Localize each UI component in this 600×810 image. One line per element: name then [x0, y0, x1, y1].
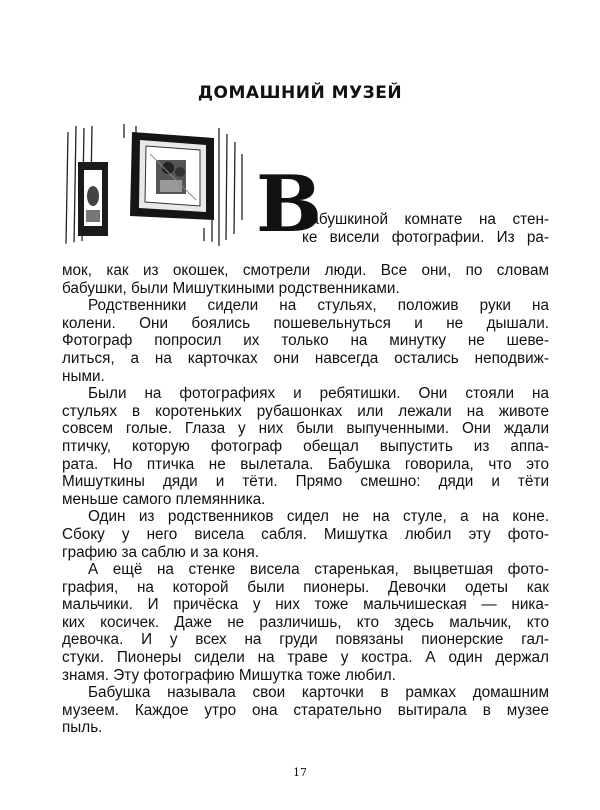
text-line: литься, а на карточках они навсегда остались неподвиж-	[62, 349, 549, 367]
text-line: бабушки, были Мишуткиными родственниками.	[62, 279, 400, 297]
intro-text	[302, 211, 549, 246]
text-line: графия, на которой были пионеры. Девочки одеты как	[62, 578, 549, 596]
text-line: пыль.	[62, 719, 103, 737]
text-line: девочка. И у всех на груди повязаны пионерские гал-	[62, 631, 549, 649]
text-line: стульях в коротеньких рубашонках или лежали на животе	[62, 402, 549, 420]
text-line: ке висели фотографии. Из ра-	[302, 228, 549, 246]
text-line: Мишуткины дяди и тёти. Прямо смешно: дяди и тёти	[62, 473, 549, 491]
text-line: рата. Но птичка не вылетала. Бабушка говорила, что это	[62, 455, 549, 473]
text-line: птичку, которую фотограф обещал выпустить из аппа-	[62, 437, 549, 455]
text-line: музеем. Каждое утро она старательно вытирала в музее	[62, 701, 549, 719]
text-line: Фотограф попросил их только на минутку не шеве-	[62, 332, 549, 350]
text-line: ких косичек. Даже не различишь, кто здесь мальчик, кто	[62, 613, 549, 631]
body-text	[62, 262, 549, 737]
text-line: Родственники сидели на стульях, положив руки на	[88, 297, 549, 315]
text-line: Были на фотографиях и ребятишки. Они стояли на	[88, 385, 549, 403]
text-line: Один из родственников сидел не на стуле, а на коне.	[88, 508, 549, 526]
text-line: Сбоку у него висела сабля. Мишутка любил эту фото-	[62, 525, 549, 543]
drop-cap-letter: В	[256, 159, 322, 250]
text-line: Бабушка называла свои карточки в рамках домашним	[88, 684, 549, 702]
text-line: мальчики. И причёска у них тоже мальчишеская — ника-	[62, 596, 549, 614]
page-number: 17	[293, 766, 307, 779]
text-line: колени. Они боялись пошевельнуться и не дышали.	[62, 314, 549, 332]
text-line: совсем голые. Глаза у них были выпученными. Они ждали	[62, 420, 549, 438]
framed-photos-on-wall-illustration	[64, 124, 244, 250]
text-line: ными.	[62, 367, 105, 385]
text-line: бабушкиной комнате на стен-	[302, 211, 549, 228]
text-line: графию за саблю и за коня.	[62, 543, 260, 561]
text-line: стуки. Пионеры сидели на траве у костра. А один держал	[62, 649, 549, 667]
page-title: ДОМАШНИЙ МУЗЕЙ	[197, 83, 403, 103]
text-line: меньше самого племянника.	[62, 490, 266, 508]
text-line: знамя. Эту фотографию Мишутка тоже любил.	[62, 666, 396, 684]
text-line: А ещё на стенке висела старенькая, выцветшая фото-	[88, 561, 549, 579]
text-line: мок, как из окошек, смотрели люди. Все они, по словам	[62, 262, 549, 279]
